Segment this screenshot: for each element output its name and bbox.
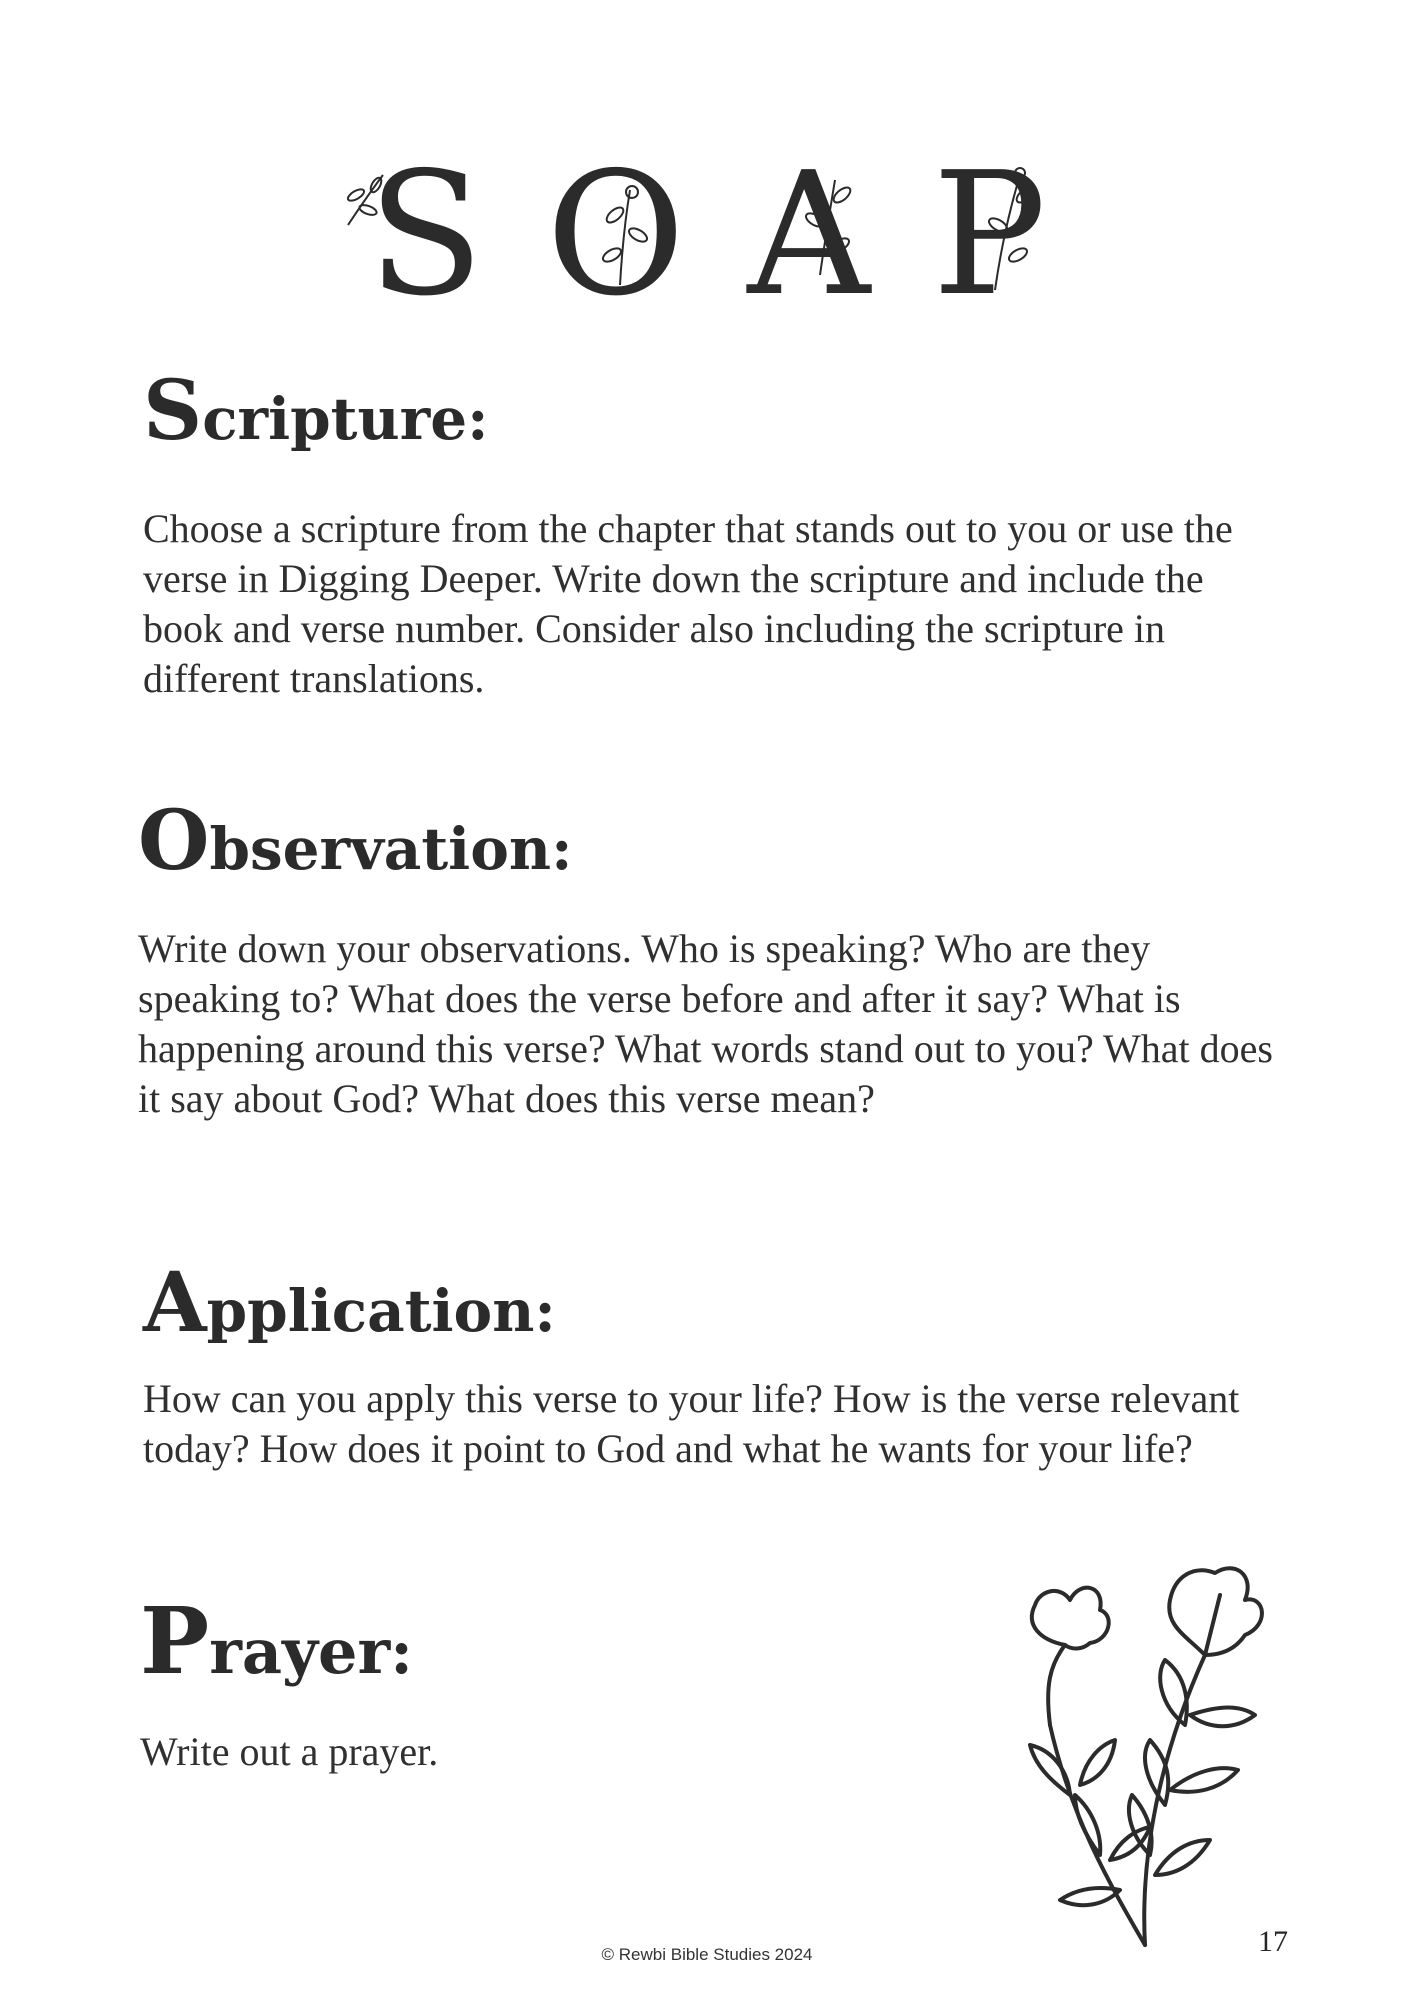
title-letter-o: O [545, 136, 748, 334]
heading-text: cripture: [202, 385, 489, 453]
section-body: Choose a scripture from the chapter that stands out to you or use the verse in Digging Deeper. Write down the scripture and include the book and verse number. Consider also including the scripture in different translations. [143, 506, 1233, 701]
section-observation [138, 793, 1288, 1124]
floral-branch-icon [990, 1555, 1290, 1955]
section-heading [138, 793, 1288, 889]
heading-initial: S [143, 363, 203, 459]
title-letter-p: P [932, 136, 1109, 334]
heading-text: pplication: [206, 1277, 556, 1345]
title-letter-s: S [367, 136, 546, 334]
leaf-sprig-icon [590, 180, 660, 290]
leaf-sprig-icon [800, 170, 860, 280]
heading-initial: O [138, 793, 210, 889]
page-title [0, 136, 1414, 334]
section-body: How can you apply this verse to your life? How is the verse relevant today? How does it point to God and what he wants for your life? [143, 1376, 1240, 1471]
title-letter-a: A [747, 136, 933, 334]
leaf-sprig-icon [980, 165, 1040, 295]
section-heading [143, 1255, 1293, 1351]
leaf-sprig-icon [338, 165, 398, 235]
section-application [143, 1255, 1293, 1474]
heading-initial: P [140, 1587, 210, 1695]
heading-text: rayer: [209, 1615, 414, 1688]
footer-copyright [0, 1945, 1414, 1965]
section-heading [140, 1587, 960, 1695]
section-heading [143, 363, 1293, 459]
section-prayer [140, 1587, 960, 1777]
copyright-symbol: © [601, 1945, 615, 1964]
copyright-text: Rewbi Bible Studies 2024 [618, 1945, 813, 1964]
heading-initial: A [143, 1255, 207, 1351]
heading-text: bservation: [209, 815, 573, 883]
section-scripture [143, 363, 1293, 704]
section-body: Write down your observations. Who is speaking? Who are they speaking to? What does the verse before and after it say? What is happening around this verse? What words stand out to you? What does it say about God? What does this verse mean? [138, 926, 1273, 1121]
page-number: 17 [1258, 1925, 1288, 1958]
section-body: Write out a prayer. [140, 1729, 439, 1774]
